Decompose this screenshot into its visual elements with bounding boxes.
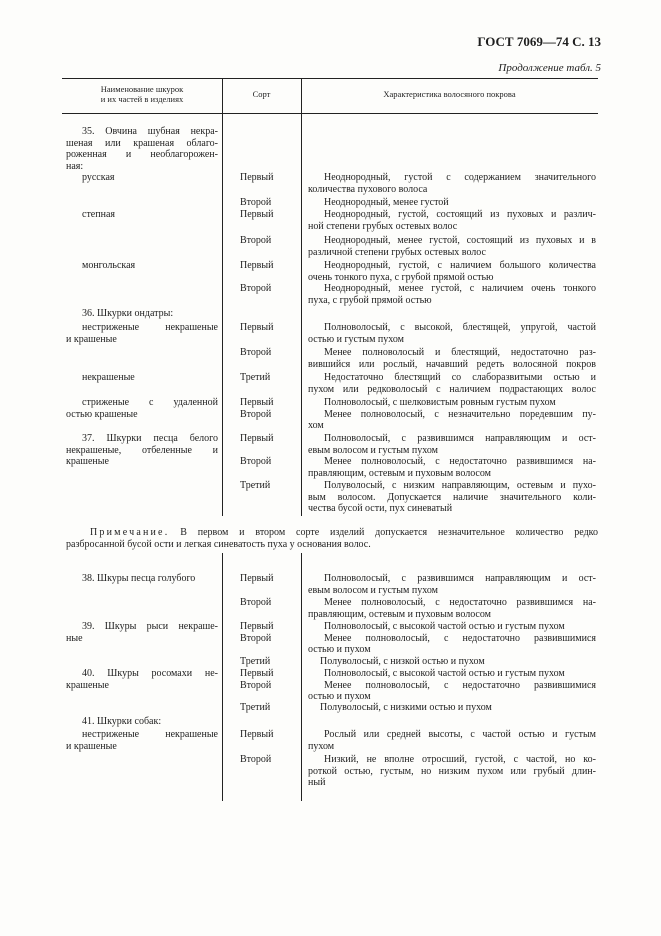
row-35-russkaya-desc-1: Неоднородный, густой с содержанием значительного — [324, 172, 596, 183]
row-36-b-desc-3: Недостаточно блестящий со слаборазвитыми остью и — [324, 372, 596, 383]
note-text-line-2: разбросанной бусой ости и легкая синеватость пуха у основания волос. — [66, 538, 371, 550]
row-35-stepnaya-desc-1: Неоднородный, густой, состоящий из пуховых и различ- — [324, 209, 596, 220]
row-37-sort-1: Первый — [240, 433, 274, 444]
row-39-name-line: ные — [66, 632, 83, 644]
row-35-mongol-desc-1: Неоднородный, густой, с наличием большого количества — [324, 260, 596, 271]
row-37-desc-1: евым волосом и густым пухом — [308, 444, 438, 456]
row-39-sort-3: Третий — [240, 656, 271, 667]
row-36-title: 36. Шкурки ондатры: — [82, 308, 174, 319]
row-38-sort-2: Второй — [240, 597, 272, 608]
row-39-desc-2: остью и пухом — [308, 644, 371, 655]
row-41-a-name-line: и крашеные — [66, 740, 117, 752]
row-36-c-name-line: остью крашеные — [66, 408, 138, 420]
row-40-desc-2: Менее полноволосый, с недостаточно развившимися — [324, 679, 596, 691]
row-35-name-line: шеная или крашеная облаго- — [66, 137, 218, 149]
note-text-line-1: В первом и втором сорте изделий допускается незначительное количество редко — [180, 527, 599, 538]
column-header-description: Характеристика волосяного покрова — [383, 89, 516, 99]
row-36-a-name-line: нестриженые некрашеные — [82, 322, 218, 333]
row-39-desc-2: Менее полноволосый, с недостаточно развившимися — [324, 632, 596, 644]
row-41-sort-2: Второй — [240, 754, 272, 765]
row-38-title: 38. Шкуры песца голубого — [82, 573, 196, 584]
row-39-desc-1: Полноволосый, с высокой частой остью и густым пухом — [324, 621, 565, 632]
row-40-desc-1: Полноволосый, с высокой частой остью и густым пухом — [324, 668, 565, 679]
row-38-sort-1: Первый — [240, 573, 274, 584]
row-35-mongol-sort-2: Второй — [240, 283, 272, 294]
row-37-desc-3: чества бусой ости, пух синеватый — [308, 503, 453, 514]
row-41-desc-2: Низкий, не вполне отросший, густой, с частой, но ко- — [324, 754, 596, 765]
row-37-sort-3: Третий — [240, 480, 271, 491]
table-note — [66, 527, 598, 550]
row-36-b-sort-3: Третий — [240, 372, 271, 383]
row-35-name-line: ная: — [66, 160, 84, 172]
row-38-desc-1: Полноволосый, с развившимся направляющим и ост- — [324, 573, 596, 584]
row-35-stepnaya-sort-1: Первый — [240, 209, 274, 220]
row-35-russkaya-desc-2: Неоднородный, менее густой — [324, 197, 449, 208]
row-37-name-line: некрашеные, отбеленные и — [66, 444, 218, 456]
row-36-a-desc-2: Менее полноволосый и блестящий, недостаточно раз- — [324, 347, 596, 358]
column-header-name: Наименование шкурок и их частей в изделиях — [100, 84, 184, 104]
row-36-c-desc-1: Полноволосый, с шелковистым ровным густым пухом — [324, 397, 556, 408]
row-35-stepnaya-desc-1: ной степени грубых остевых волос — [308, 220, 458, 232]
row-37-desc-1: Полноволосый, с развившимся направляющим и ост- — [324, 433, 596, 444]
row-40-desc-2: остью и пухом — [308, 691, 371, 702]
row-37-desc-2: правляющим, остевым и пуховым волосом — [308, 467, 492, 479]
row-35-stepnaya-sort-2: Второй — [240, 235, 272, 246]
row-36-c-desc-2: хом — [308, 420, 324, 431]
row-37-name-line: крашеные — [66, 456, 109, 467]
table-top-rule — [62, 78, 598, 79]
row-35-russkaya-desc-1: количества пухового волоса — [308, 183, 428, 195]
row-35-stepnaya-name: степная — [82, 209, 115, 220]
row-40-name-line: крашеные — [66, 679, 109, 691]
row-37-desc-2: Менее полноволосый, с недостаточно развившимся на- — [324, 456, 596, 467]
row-39-sort-2: Второй — [240, 632, 272, 644]
row-41-desc-2: ный — [308, 777, 326, 788]
page-header-title: ГОСТ 7069—74 С. 13 — [477, 34, 601, 49]
row-35-name-line: роженная и необлагорожен- — [66, 149, 218, 160]
row-39-desc-3: Полуволосый, с низкой остью и пухом — [320, 656, 485, 667]
row-36-c-sort-1: Первый — [240, 397, 274, 408]
row-35-mongol-desc-2: Неоднородный, менее густой, с наличием очень тонкого — [324, 283, 596, 294]
row-41-a-name-line: нестриженые некрашеные — [82, 729, 218, 740]
row-36-a-sort-1: Первый — [240, 322, 274, 333]
section2-divider-2 — [301, 553, 302, 801]
row-36-a-sort-2: Второй — [240, 347, 272, 358]
row-40-desc-3: Полуволосый, с низкими остью и пухом — [320, 702, 492, 713]
row-36-c-name-line: стриженые с удаленной — [82, 397, 218, 408]
row-35-stepnaya-desc-2: различной степени грубых остевых волос — [308, 246, 486, 258]
row-35-russkaya-sort-1: Первый — [240, 172, 274, 183]
row-40-name-line: 40. Шкуры росомахи не- — [82, 668, 218, 679]
row-36-a-name-line: и крашеные — [66, 333, 117, 345]
row-39-name-line: 39. Шкуры рыси некраше- — [82, 621, 218, 632]
row-35-mongol-desc-2: пуха, с грубой прямой остью — [308, 294, 432, 306]
section2-divider-1 — [222, 553, 223, 801]
row-36-b-desc-3: пухом или редковолосый с наличием подрастающих волос — [308, 383, 596, 395]
row-35-mongol-name: монгольская — [82, 260, 136, 271]
row-38-desc-2: Менее полноволосый, с недостаточно развившимся на- — [324, 597, 596, 608]
note-label: Примечание. — [90, 527, 170, 538]
row-35-name-line: 35. Овчина шубная некра- — [82, 126, 218, 137]
row-35-mongol-sort-1: Первый — [240, 260, 274, 271]
row-37-name-line: 37. Шкурки песца белого — [82, 433, 218, 444]
column-header-sort: Сорт — [252, 89, 271, 99]
section1-divider-1 — [222, 113, 223, 516]
section1-divider-2 — [301, 113, 302, 516]
row-41-title: 41. Шкурки собак: — [82, 716, 162, 727]
row-41-desc-2: роткой остью, густым, но низким пухом или грубый длин- — [308, 765, 596, 777]
row-38-desc-1: евым волосом и густым пухом — [308, 584, 438, 596]
row-36-c-desc-2: Менее полноволосый, с незначительно поредевшим пу- — [324, 408, 596, 420]
row-36-a-desc-1: остью и густым пухом — [308, 333, 405, 345]
row-36-a-desc-2: вившийся или рослый, начавший редеть волосяной покров — [308, 358, 596, 370]
row-41-desc-1: Рослый или средней высоты, с частой остью и густым — [324, 729, 596, 740]
row-40-sort-2: Второй — [240, 679, 272, 691]
row-36-a-desc-1: Полноволосый, с высокой, блестящей, упругой, частой — [324, 322, 596, 333]
row-39-sort-1: Первый — [240, 621, 274, 632]
row-41-sort-1: Первый — [240, 729, 274, 740]
row-35-stepnaya-desc-2: Неоднородный, менее густой, состоящий из пуховых и в — [324, 235, 596, 246]
row-35-russkaya-sort-2: Второй — [240, 197, 272, 208]
row-37-sort-2: Второй — [240, 456, 272, 467]
row-35-russkaya-name: русская — [82, 172, 115, 183]
row-38-desc-2: правляющим, остевым и пуховым волосом — [308, 608, 492, 620]
row-36-c-sort-2: Второй — [240, 408, 272, 420]
row-35-mongol-desc-1: очень тонкого пуха, с грубой прямой остью — [308, 271, 494, 283]
row-37-desc-3: Полуволосый, с низким направляющим, остевым и пухо- — [324, 480, 596, 491]
row-37-desc-3: вым волосом. Допускается наличие значительного коли- — [308, 491, 596, 503]
table-header-bottom-rule — [62, 113, 598, 114]
row-41-desc-1: пухом — [308, 740, 335, 752]
row-36-b-name: некрашеные — [82, 372, 135, 383]
table-continuation-label: Продолжение табл. 5 — [498, 62, 601, 74]
row-40-sort-3: Третий — [240, 702, 271, 713]
row-40-sort-1: Первый — [240, 668, 274, 679]
